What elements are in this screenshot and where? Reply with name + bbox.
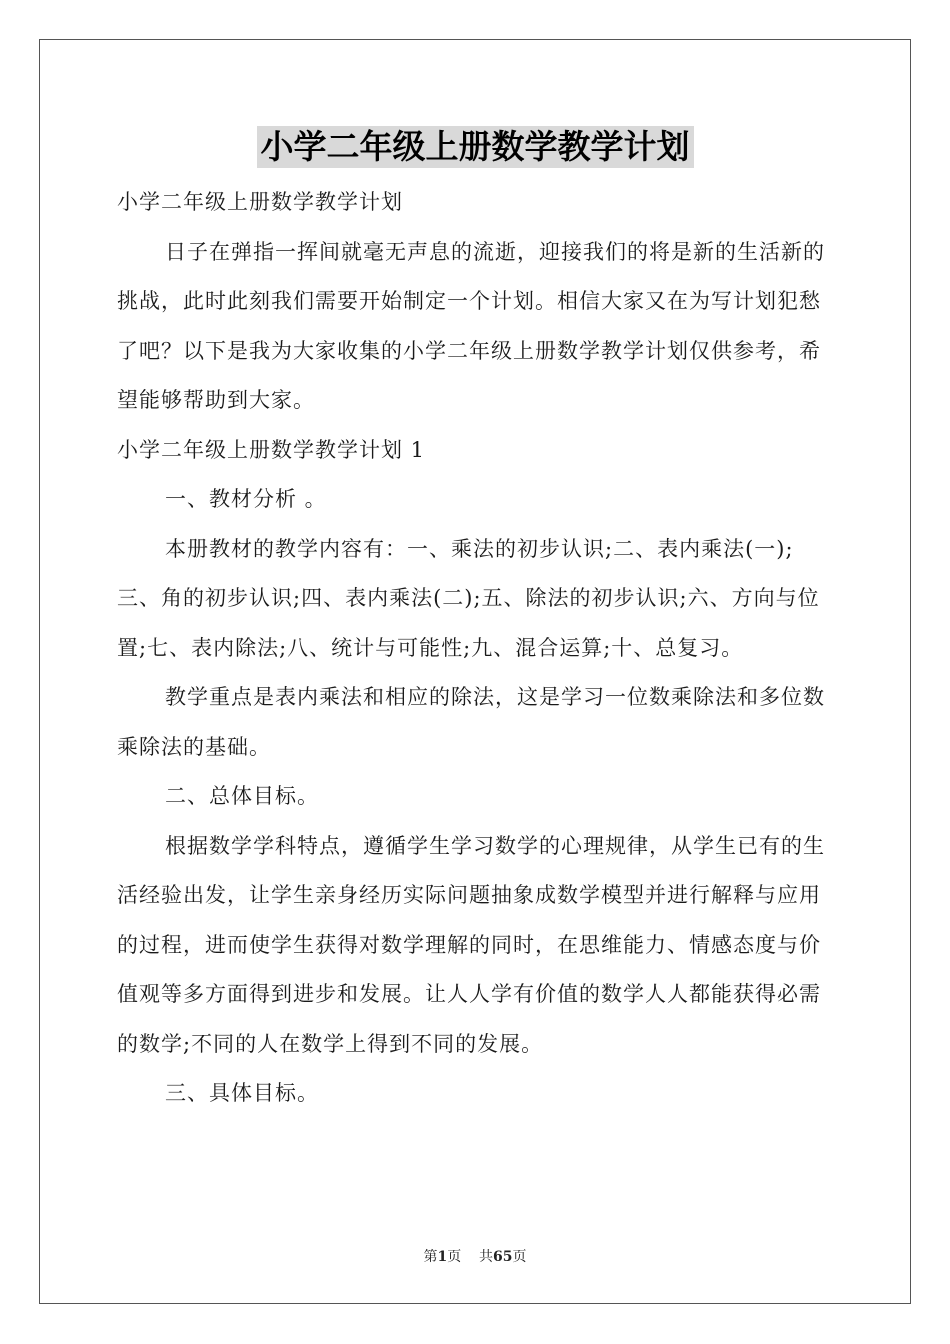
title-container	[0, 126, 950, 168]
document-title: 小学二年级上册数学教学计划	[257, 126, 694, 168]
page-number: 1	[437, 1249, 448, 1265]
paragraph: 本册教材的教学内容有：一、乘法的初步认识;二、表内乘法(一);三、角的初步认识;四、表内乘法(二);五、除法的初步认识;六、方向与位置;七、表内除法;八、统计与可能性;九、混合运算;十、总复习。	[117, 536, 820, 660]
page-suffix: 页	[447, 1249, 462, 1265]
total-pages: 65	[493, 1249, 513, 1265]
page-prefix: 第	[423, 1249, 438, 1265]
paragraph: 日子在弹指一挥间就毫无声息的流逝，迎接我们的将是新的生活新的挑战，此时此刻我们需要开始制定一个计划。相信大家又在为写计划犯愁了吧？以下是我为大家收集的小学二年级上册数学教学计划仅供参考，希望能够帮助到大家。	[117, 239, 825, 412]
document-body	[117, 178, 837, 1119]
paragraph: 小学二年级上册数学教学计划	[117, 190, 403, 214]
paragraph: 三、具体目标。	[165, 1081, 319, 1105]
page-footer	[0, 1246, 950, 1266]
paragraph: 小学二年级上册数学教学计划 1	[117, 437, 426, 462]
paragraph: 二、总体目标。	[165, 784, 319, 808]
total-prefix: 共	[479, 1249, 494, 1265]
total-suffix: 页	[512, 1249, 527, 1265]
paragraph: 一、教材分析 。	[165, 487, 327, 511]
paragraph: 教学重点是表内乘法和相应的除法，这是学习一位数乘除法和多位数乘除法的基础。	[117, 685, 825, 759]
paragraph: 根据数学学科特点，遵循学生学习数学的心理规律，从学生已有的生活经验出发，让学生亲身经历实际问题抽象成数学模型并进行解释与应用的过程，进而使学生获得对数学理解的同时，在思维能力、情感态度与价值观等多方面得到进步和发展。让人人学有价值的数学人人都能获得必需的数学;不同的人在数学上得到不同的发展。	[117, 833, 825, 1056]
